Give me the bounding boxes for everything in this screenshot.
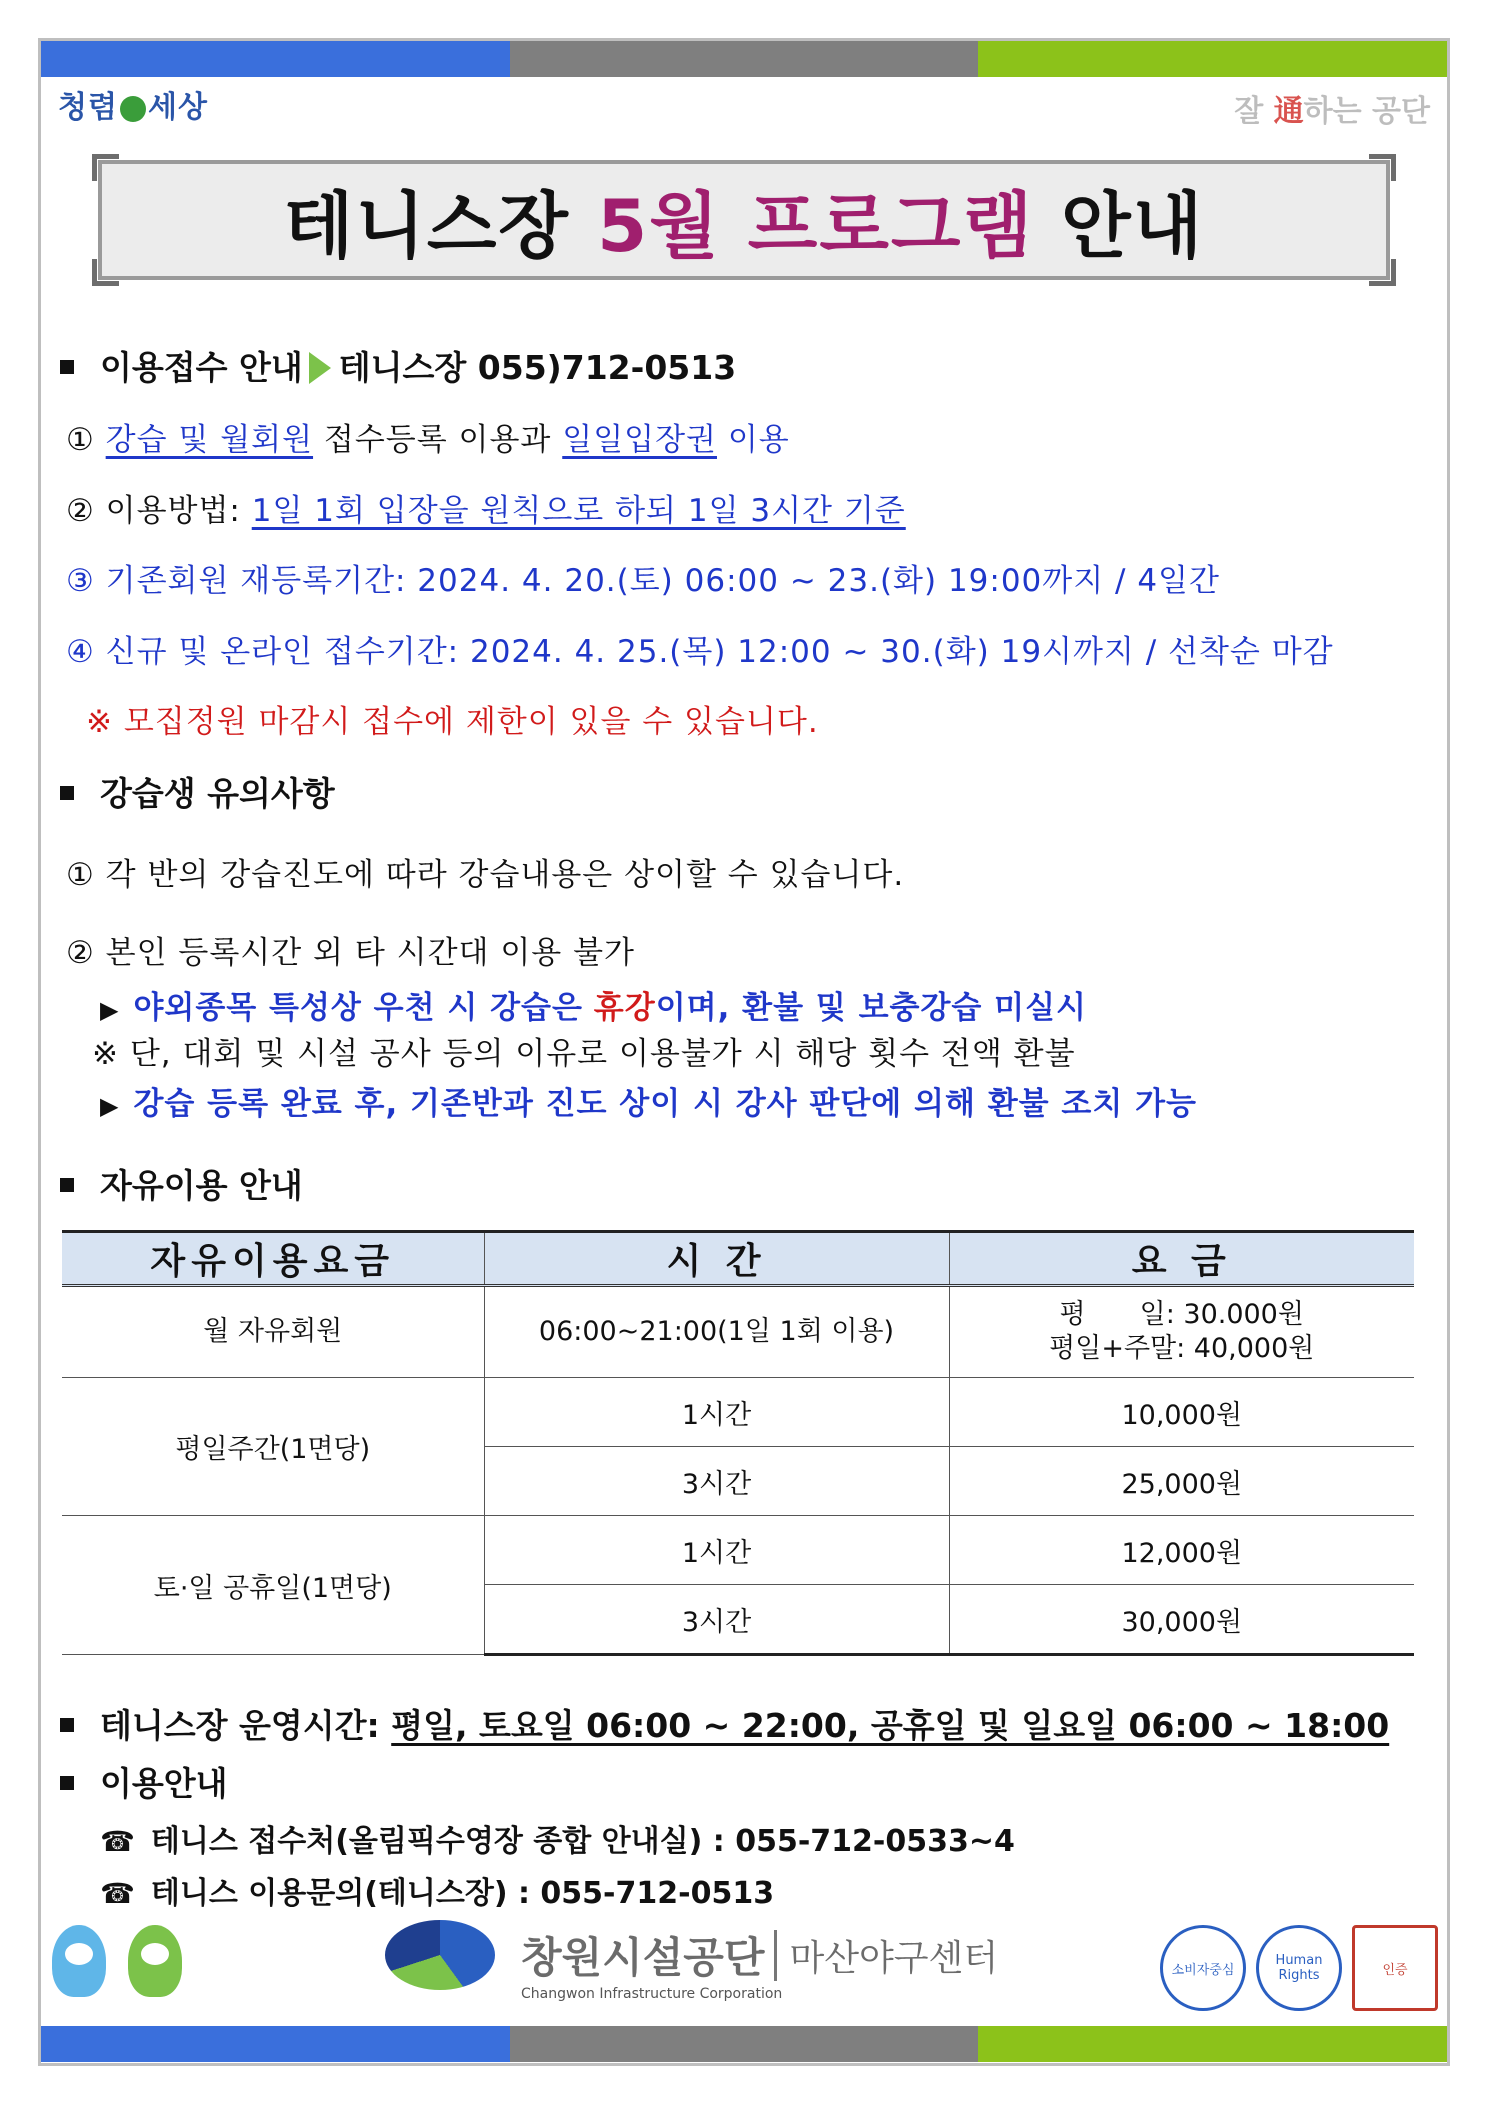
table-cell: 1시간 (484, 1378, 949, 1447)
column-header: 시 간 (484, 1232, 949, 1286)
caution-note: ※ 단, 대회 및 시설 공사 등의 이유로 이용불가 시 해당 횟수 전액 환불 (92, 1036, 1076, 1072)
bottom-color-bar (41, 2026, 1447, 2062)
free-use-heading: 자유이용 안내 (60, 1160, 303, 1207)
phone-icon: ☎ (100, 1877, 135, 1910)
registration-item-4: ④ 신규 및 온라인 접수기간: 2024. 4. 25.(목) 12:00 ~ 30.(화) 19시까지 / 선착순 마감 (66, 634, 1334, 670)
title-box (98, 160, 1390, 280)
registration-item-2: ② 이용방법: 1일 1회 입장을 원칙으로 하되 1일 3시간 기준 (66, 493, 906, 529)
corp-emblem-icon (385, 1920, 495, 1990)
human-rights-badge-icon: Human Rights (1256, 1925, 1342, 2011)
consumer-badge-icon: 소비자중심 (1160, 1925, 1246, 2011)
table-cell: 월 자유회원 (62, 1286, 484, 1378)
table-cell: 12,000원 (949, 1516, 1414, 1585)
table-cell: 10,000원 (949, 1378, 1414, 1447)
operation-hours: 테니스장 운영시간: 평일, 토요일 06:00 ~ 22:00, 공휴일 및 일요일 06:00 ~ 18:00 (60, 1700, 1389, 1747)
table-cell: 3시간 (484, 1585, 949, 1655)
contact-reception: ☎ 테니스 접수처(올림픽수영장 종합 안내실) : 055-712-0533~4 (100, 1824, 1015, 1859)
column-header: 요 금 (949, 1232, 1414, 1286)
phone-icon: ☎ (100, 1825, 135, 1858)
info-heading: 이용안내 (60, 1758, 228, 1805)
table-cell: 06:00~21:00(1일 1회 이용) (484, 1286, 949, 1378)
mascot-blue-icon (52, 1925, 106, 1997)
logo-dot-icon (120, 96, 146, 122)
caution-heading: 강습생 유의사항 (60, 768, 335, 815)
mascot-green-icon (128, 1925, 182, 1997)
integrity-logo: 청렴 세상 (58, 90, 208, 125)
table-row (62, 1516, 1414, 1585)
table-cell: 평 일: 30.000원 평일+주말: 40,000원 (949, 1286, 1414, 1378)
table-cell: 평일주간(1면당) (62, 1378, 484, 1516)
table-row (62, 1286, 1414, 1378)
registration-heading: 이용접수 안내 테니스장 055)712-0513 (60, 342, 736, 389)
top-color-bar (41, 41, 1447, 77)
caution-item-2: ② 본인 등록시간 외 타 시간대 이용 불가 (66, 935, 635, 971)
caution-bullet-2: ▶ 강습 등록 완료 후, 기존반과 진도 상이 시 강사 판단에 의해 환불 조치 가능 (100, 1086, 1197, 1122)
table-cell: 30,000원 (949, 1585, 1414, 1655)
contact-inquiry: ☎ 테니스 이용문의(테니스장) : 055-712-0513 (100, 1876, 775, 1911)
page-title: 테니스장 5월 프로그램 안내 (283, 184, 1205, 268)
table-cell: 3시간 (484, 1447, 949, 1516)
registration-item-3: ③ 기존회원 재등록기간: 2024. 4. 20.(토) 06:00 ~ 23.(화) 19:00까지 / 4일간 (66, 563, 1220, 599)
triangle-bullet-icon: ▶ (100, 996, 120, 1024)
fee-table (62, 1230, 1414, 1656)
table-cell: 1시간 (484, 1516, 949, 1585)
corp-logo: 창원시설공단 마산야구센터 Changwon Infrastructure Corporation (385, 1920, 998, 1990)
table-cell: 25,000원 (949, 1447, 1414, 1516)
certification-badges (1160, 1925, 1438, 2011)
arrow-right-icon (309, 352, 331, 384)
certification-badge-icon: 인증 (1352, 1925, 1438, 2011)
caution-item-1: ① 각 반의 강습진도에 따라 강습내용은 상이할 수 있습니다. (66, 857, 905, 893)
mascots (52, 1925, 182, 1997)
triangle-bullet-icon: ▶ (100, 1092, 120, 1120)
registration-notice: ※ 모집정원 마감시 접수에 제한이 있을 수 있습니다. (86, 704, 819, 740)
table-row (62, 1378, 1414, 1447)
column-header: 자유이용요금 (62, 1232, 484, 1286)
caution-bullet-1: ▶ 야외종목 특성상 우천 시 강습은 휴강이며, 환불 및 보충강습 미실시 (100, 990, 1088, 1026)
slogan-logo: 잘 通하는 공단 (1234, 94, 1430, 129)
registration-item-1: ① 강습 및 월회원 접수등록 이용과 일일입장권 이용 (66, 422, 790, 458)
table-cell: 토·일 공휴일(1면당) (62, 1516, 484, 1655)
table-header-row (62, 1232, 1414, 1286)
